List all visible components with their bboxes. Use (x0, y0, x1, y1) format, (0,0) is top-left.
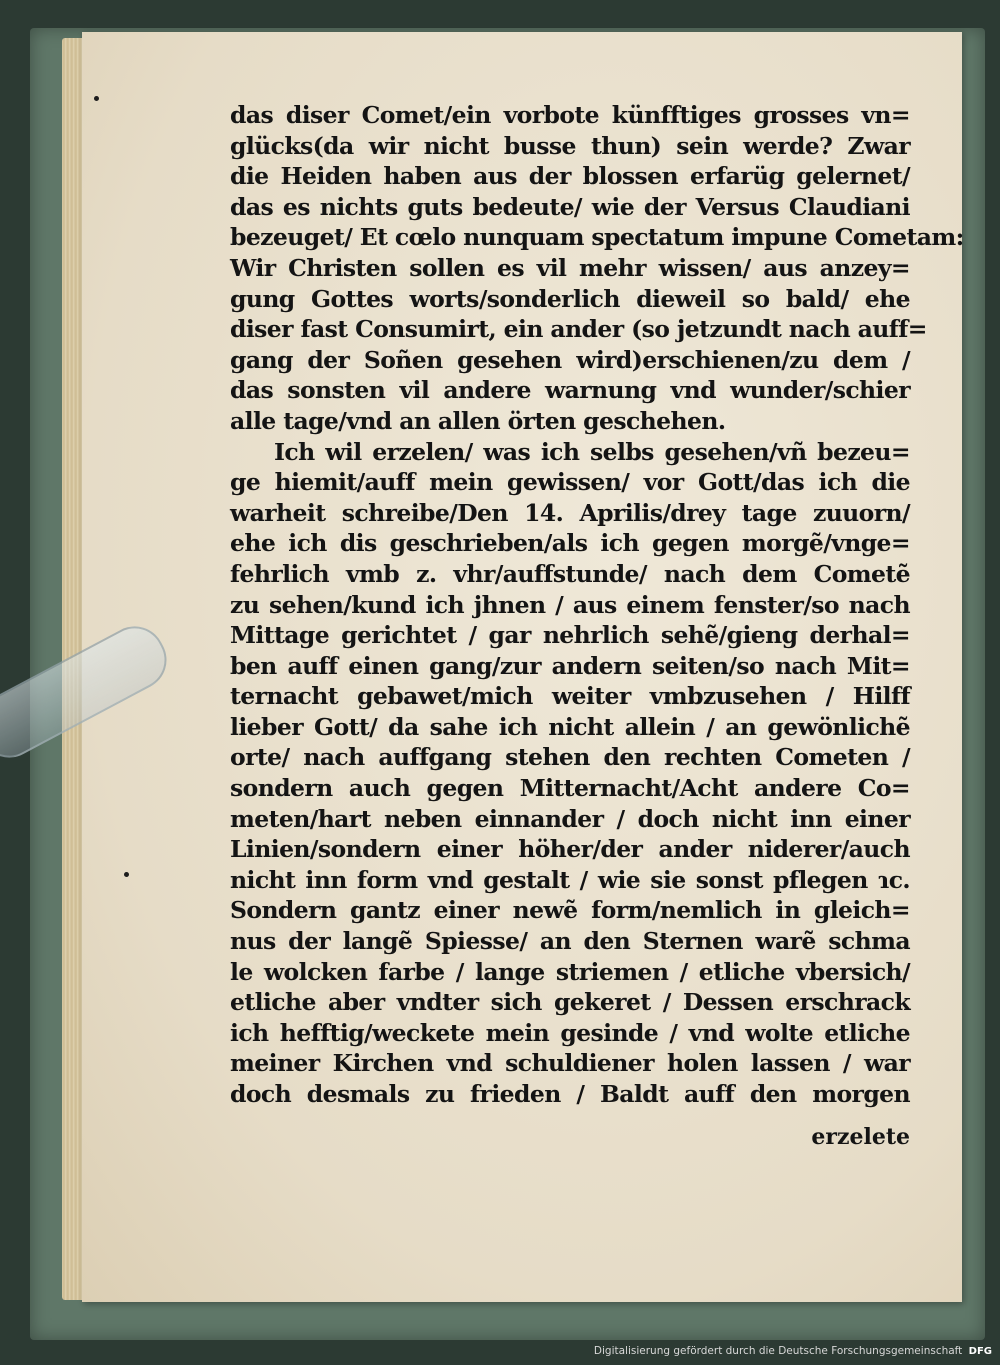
text-line: nus der langẽ Spiesse/ an den Sternen warẽ schma (230, 927, 910, 956)
text-line: orte/ nach auffgang stehen den rechten Cometen / (230, 743, 910, 772)
text-line: ge hiemit/auff mein gewissen/ vor Gott/das ich die (230, 468, 910, 497)
text-line: ehe ich dis geschrieben/als ich gegen morgẽ/vnge= (230, 529, 910, 558)
text-line: glücks(da wir nicht busse thun) sein werde? Zwar (230, 131, 910, 160)
text-line: bezeuget/ Et cœlo nunquam spectatum impune Cometam: (230, 223, 964, 252)
text-line: ich hefftig/weckete mein gesinde / vnd wolte etliche (230, 1018, 910, 1047)
text-line: das es nichts guts bedeute/ wie der Versus Claudiani (230, 192, 910, 221)
text-block (230, 100, 964, 1110)
text-line: Wir Christen sollen es vil mehr wissen/ aus anzey= (230, 253, 910, 282)
text-line: meiner Kirchen vnd schuldiener holen lassen / war (230, 1049, 910, 1078)
text-line: sondern auch gegen Mitternacht/Acht andere Co= (230, 774, 910, 803)
text-line: das sonsten vil andere warnung vnd wunder/schier (230, 376, 910, 405)
text-line: fehrlich vmb z. vhr/auffstunde/ nach dem Cometẽ (230, 559, 910, 588)
text-line: doch desmals zu frieden / Baldt auff den morgen (230, 1080, 910, 1108)
text-line: meten/hart neben einnander / doch nicht inn einer (230, 804, 910, 833)
text-line: ben auff einen gang/zur andern seiten/so nach Mit= (230, 651, 910, 680)
text-line: das diser Comet/ein vorbote künfftiges grosses vn= (230, 101, 910, 129)
text-line: nicht inn form vnd gestalt / wie sie sonst pflegen ɿc. (230, 865, 910, 894)
ink-mark (124, 872, 129, 877)
footer-credit (594, 1345, 992, 1357)
text-line: Ich wil erzelen/ was ich selbs gesehen/vñ bezeu= (274, 437, 910, 466)
text-line: gung Gottes worts/sonderlich dieweil so bald/ ehe (230, 284, 910, 313)
text-line: diser fast Consumirt, ein ander (so jetzundt nach auff= (230, 315, 927, 344)
text-line: lieber Gott/ da sahe ich nicht allein / an gewönlichẽ (230, 712, 910, 741)
text-line: Linien/sondern einer höher/der ander niderer/auch (230, 835, 910, 864)
text-line: Sondern gantz einer newẽ form/nemlich in gleich= (230, 896, 910, 925)
text-line: zu sehen/kund ich jhnen / aus einem fenster/so nach (230, 590, 910, 619)
text-line: warheit schreibe/Den 14. Aprilis/drey tage zuuorn/ (230, 498, 910, 527)
text-line: Mittage gerichtet / gar nehrlich sehẽ/gieng derhal= (230, 621, 910, 650)
text-line: die Heiden haben aus der blossen erfarüg gelernet/ (230, 162, 910, 191)
text-line: etliche aber vndter sich gekeret / Dessen erschrack (230, 988, 910, 1017)
catchword: erzelete (811, 1124, 910, 1150)
footer-credit-text: Digitalisierung gefördert durch die Deutsche Forschungsgemeinschaft (593, 1345, 963, 1357)
ink-mark (94, 96, 99, 101)
dfg-logo: DFG (968, 1346, 992, 1357)
text-line: ternacht gebawet/mich weiter vmbzusehen / Hilff (230, 682, 910, 711)
text-line: alle tage/vnd an allen örten geschehen. (230, 406, 726, 435)
text-line: le wolcken farbe / lange striemen / etliche vbersich/ (230, 957, 910, 986)
text-line: gang der Soñen gesehen wird)erschienen/zu dem / (230, 345, 910, 374)
